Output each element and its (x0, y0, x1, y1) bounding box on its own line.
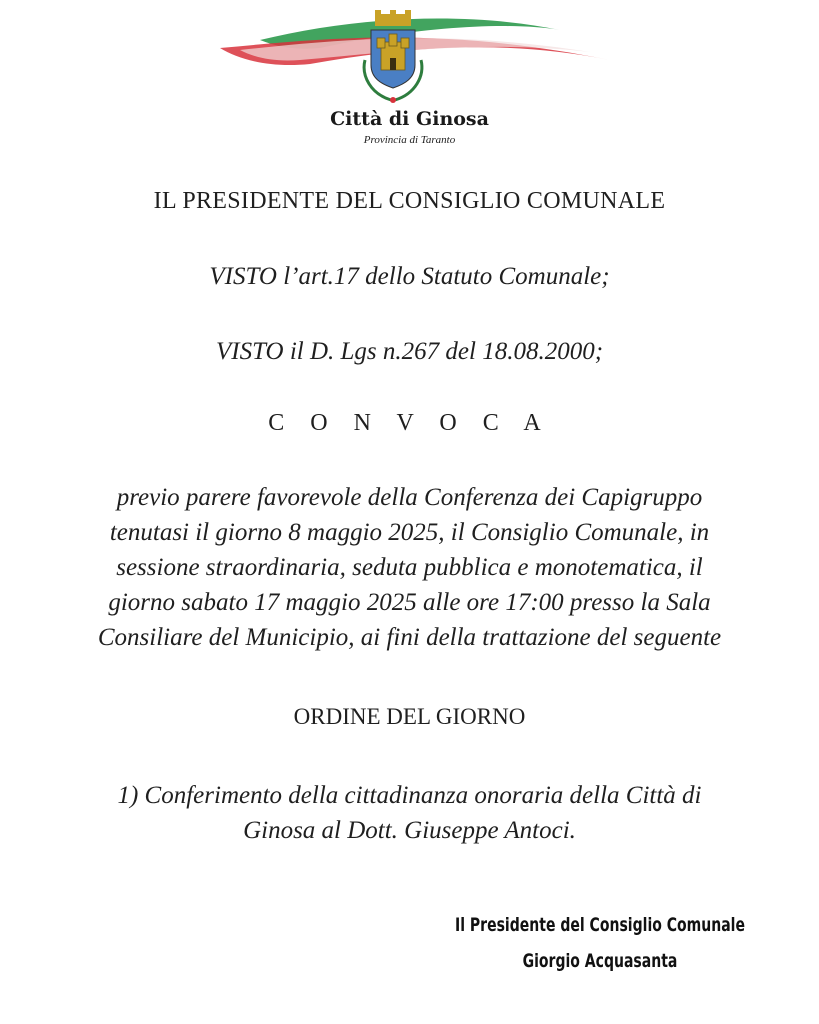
visto-statute: VISTO l’art.17 dello Statuto Comunale; (209, 263, 610, 290)
paragraph-line: giorno sabato 17 maggio 2025 alle ore 17:00 presso la Sala (108, 589, 711, 616)
paragraph-line: tenutasi il giorno 8 maggio 2025, il Consiglio Comunale, in (109, 519, 710, 546)
paragraph-line: Consiliare del Municipio, ai fini della trattazione del seguente (97, 624, 722, 651)
paragraph-line: previo parere favorevole della Conferenza dei Capigruppo (116, 484, 703, 511)
letterhead (0, 0, 819, 160)
city-name: Città di Ginosa (330, 108, 489, 130)
coat-of-arms-icon (355, 10, 431, 105)
signature-name: Giorgio Acquasanta (522, 950, 678, 972)
agenda-item-line: Ginosa al Dott. Giuseppe Antoci. (243, 817, 576, 844)
signature-role: Il Presidente del Consiglio Comunale (455, 914, 745, 936)
province-name: Provincia di Taranto (363, 134, 456, 146)
agenda-item-line: 1) Conferimento della cittadinanza onoraria della Città di (117, 782, 702, 809)
agenda-item (0, 778, 819, 848)
visto-decree: VISTO il D. Lgs n.267 del 18.08.2000; (215, 338, 604, 365)
paragraph-line: sessione straordinaria, seduta pubblica e monotematica, il (116, 554, 703, 581)
convocation-paragraph (0, 480, 819, 655)
convoca-heading: C O N V O C A (268, 410, 551, 436)
document-title: IL PRESIDENTE DEL CONSIGLIO COMUNALE (153, 188, 666, 214)
agenda-heading: ORDINE DEL GIORNO (293, 704, 526, 729)
